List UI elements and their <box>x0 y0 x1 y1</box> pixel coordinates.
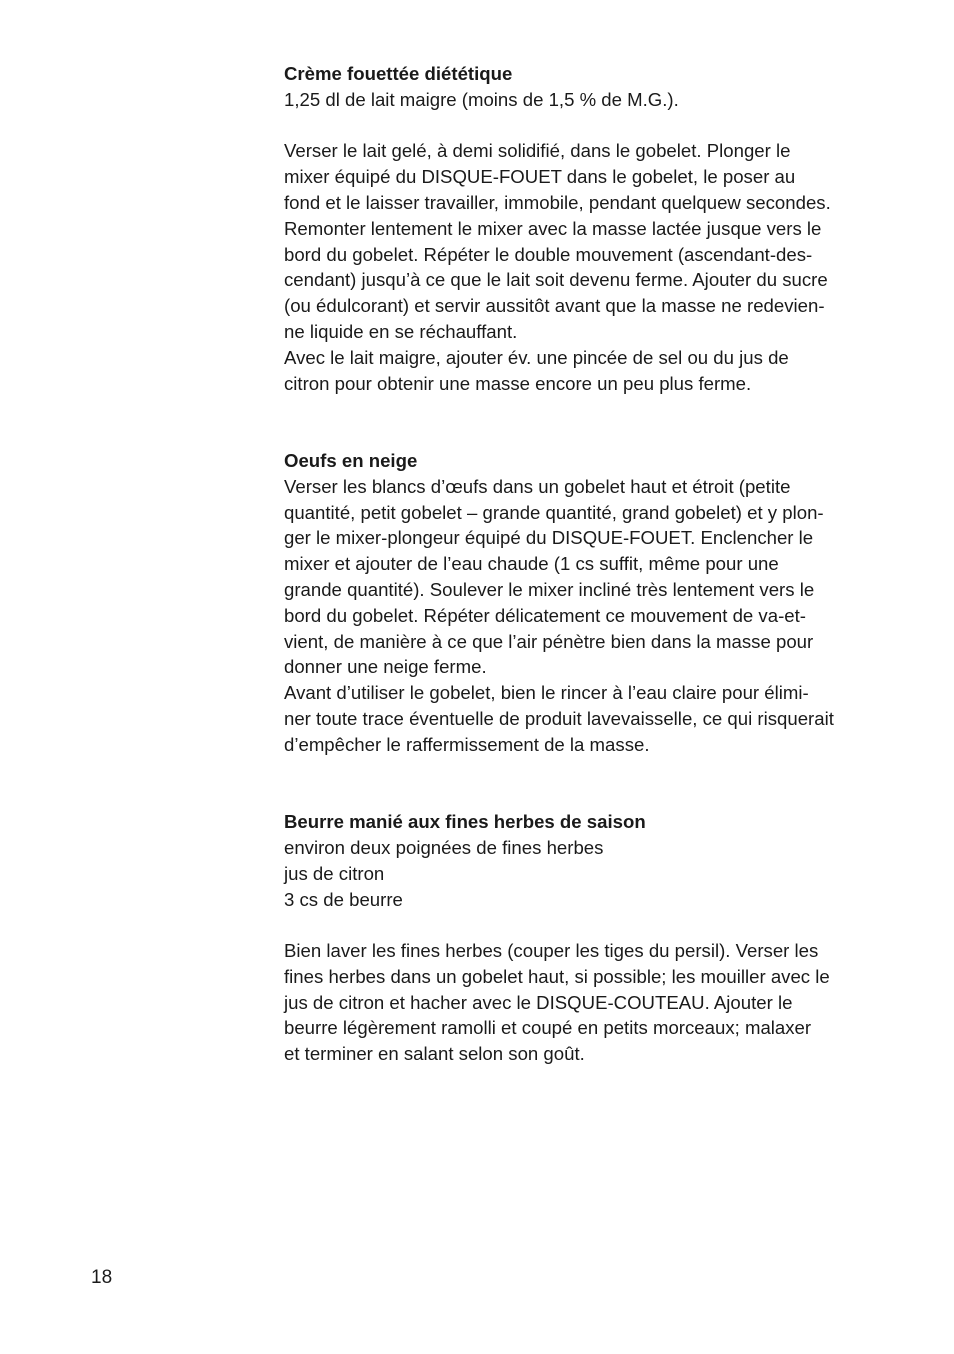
ingredient-line: 1,25 dl de lait maigre (moins de 1,5 % de M.G.). <box>284 88 679 110</box>
ingredient-line: environ deux poignées de fines herbes <box>284 836 604 858</box>
instruction-line: fines herbes dans un gobelet haut, si possible; les mouiller avec le <box>284 965 830 987</box>
recipe-title: Beurre manié aux fines herbes de saison <box>284 811 646 833</box>
instruction-line: ne liquide en se réchauffant. <box>284 320 518 342</box>
instruction-line: quantité, petit gobelet – grande quantité, grand gobelet) et y plon- <box>284 501 824 523</box>
note-line: ner toute trace éventuelle de produit lavevaisselle, ce qui risquerait <box>284 707 834 729</box>
instruction-line: Verser les blancs d’œufs dans un gobelet haut et étroit (petite <box>284 475 791 497</box>
instruction-line: bord du gobelet. Répéter délicatement ce mouvement de va-et- <box>284 604 806 626</box>
text-column <box>284 61 884 1067</box>
note-line: d’empêcher le raffermissement de la masse. <box>284 733 650 755</box>
page-number: 18 <box>91 1267 113 1288</box>
recipe-title: Oeufs en neige <box>284 449 418 471</box>
recipe-oeufs-en-neige <box>284 448 884 758</box>
note-line: citron pour obtenir une masse encore un peu plus ferme. <box>284 372 752 394</box>
note-line: Avant d’utiliser le gobelet, bien le rincer à l’eau claire pour élimi- <box>284 682 809 704</box>
instruction-line: (ou édulcorant) et servir aussitôt avant que la masse ne redevien- <box>284 295 825 317</box>
instruction-line: mixer et ajouter de l’eau chaude (1 cs suffit, même pour une <box>284 553 779 575</box>
ingredient-line: 3 cs de beurre <box>284 888 403 910</box>
instruction-line: vient, de manière à ce que l’air pénètre bien dans la masse pour <box>284 630 814 652</box>
instruction-line: bord du gobelet. Répéter le double mouvement (ascendant-des- <box>284 243 813 265</box>
instruction-line: jus de citron et hacher avec le DISQUE-COUTEAU. Ajouter le <box>284 991 793 1013</box>
instruction-line: fond et le laisser travailler, immobile, pendant quelquew secondes. <box>284 191 831 213</box>
instruction-line: ger le mixer-plongeur équipé du DISQUE-FOUET. Enclencher le <box>284 527 814 549</box>
instruction-line: donner une neige ferme. <box>284 656 487 678</box>
instruction-line: et terminer en salant selon son goût. <box>284 1043 585 1065</box>
recipe-beurre-manie <box>284 809 884 1067</box>
instruction-line: beurre légèrement ramolli et coupé en petits morceaux; malaxer <box>284 1017 812 1039</box>
instruction-line: mixer équipé du DISQUE-FOUET dans le gobelet, le poser au <box>284 166 796 188</box>
instruction-line: grande quantité). Soulever le mixer incliné très lentement vers le <box>284 578 815 600</box>
ingredient-line: jus de citron <box>284 862 385 884</box>
instruction-line: Verser le lait gelé, à demi solidifié, dans le gobelet. Plonger le <box>284 140 791 162</box>
recipe-title: Crème fouettée diététique <box>284 63 513 84</box>
note-line: Avec le lait maigre, ajouter év. une pincée de sel ou du jus de <box>284 346 789 368</box>
instruction-line: cendant) jusqu’à ce que le lait soit devenu ferme. Ajouter du sucre <box>284 269 828 291</box>
instruction-line: Remonter lentement le mixer avec la masse lactée jusque vers le <box>284 217 822 239</box>
instruction-line: Bien laver les fines herbes (couper les tiges du persil). Verser les <box>284 940 819 962</box>
recipe-creme-fouettee <box>284 61 884 396</box>
